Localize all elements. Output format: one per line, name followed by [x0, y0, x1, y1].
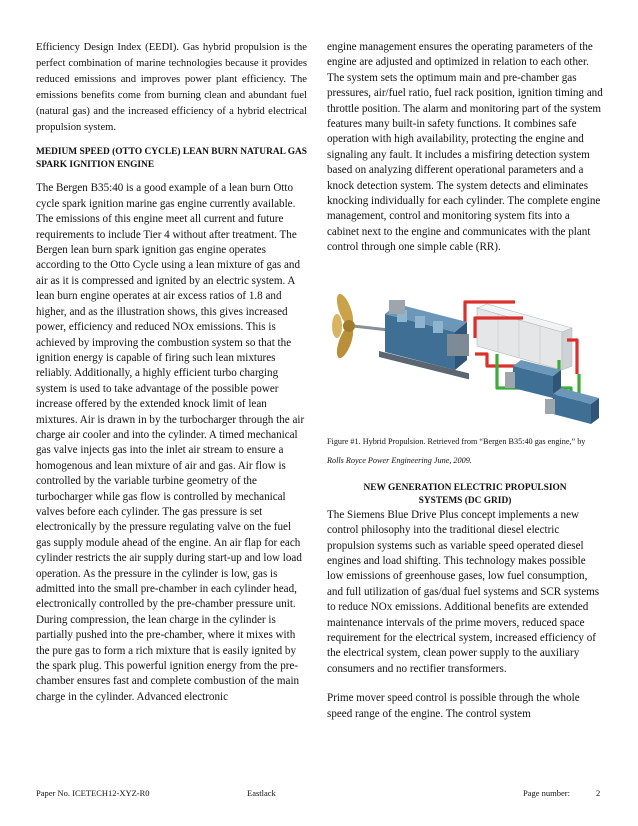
figure-caption: [327, 432, 603, 470]
right-column: [327, 40, 603, 722]
section-heading-dc-grid: [327, 482, 603, 508]
footer-page-label: Page number:: [523, 788, 570, 798]
paragraph-blue-drive: The Siemens Blue Drive Plus concept implements a new control philosophy into the traditional diesel electric propulsion systems such as variable speed operated diesel engines and load shifting. This technology makes possible low emissions of greenhouse gases, low fuel consumption, and full utilization of gas/dual fuel systems and SCR systems to reduce NOx emissions. Additional benefits are extended maintenance intervals of the prime movers, reduced space requirement for the electrical system, increased efficiency of the electrical system, clean power supply to the auxiliary consumers and no rectifier transformers.: [327, 508, 600, 675]
section-heading-lean-burn: MEDIUM SPEED (OTTO CYCLE) LEAN BURN NATURAL GAS SPARK IGNITION ENGINE: [36, 147, 307, 171]
paragraph-speed-control: Prime mover speed control is possible through the whole speed range of the engine. The control system: [327, 692, 580, 720]
footer-author: Eastlack: [247, 788, 276, 798]
page-footer: [36, 788, 604, 802]
section-heading-line-1: NEW GENERATION ELECTRIC PROPULSION: [363, 482, 567, 493]
hybrid-propulsion-illustration: [327, 270, 603, 430]
left-column: [36, 40, 307, 705]
footer-paper-number: Paper No. ICETECH12-XYZ-R0: [36, 788, 150, 798]
body-paragraph-bergen: The Bergen B35:40 is a good example of a lean burn Otto cycle spark ignition marine gas engine currently available. The emissions of this engine meet all current and future requirements to include Tier 4 without after treatment. The Bergen lean burn spark ignition gas engine operates according to the Otto Cycle using a lean mixture of gas and air as it is compressed and ignited by an electric system. A lean burn engine operates at air excess ratios of 1.8 and higher, and as the illustration shows, this gives increased power, efficiency and reduced NOx emissions. This is achieved by improving the combustion system so that the ignition energy is capable of firing such lean mixtures reliably. Additionally, a highly efficient turbo charging system is used to take advantage of the possible power increase offered by the extended knock limit of lean mixtures. Air is drawn in by the turbocharger through the air charge air cooler and into the cylinder. A timed mechanical gas valve injects gas into the inlet air stream to ensure a homogenous and lean mixture of air and gas. Air flow is controlled by the variable turbine geometry of the turbocharger while gas flow is controlled by mechanical valves before each cylinder. The gas pressure is set electronically by the pressure regulating valve on the fuel gas supply module ahead of the engine. An air flap for each cylinder restricts the air supply during start-up and low load operation. As the pressure in the cylinder is low, gas is admitted into the small pre-chamber in each cylinder head, electronically controlled by the pre-chamber pressure unit. During compression, the lean charge in the cylinder is partially pushed into the pre-chamber, where it mixes with the pure gas to form a rich mixture that is easily ignited by the spark plug. This powerful ignition energy from the pre-chamber ensures fast and complete combustion of the main charge in the cylinder. Advanced electronic: [36, 182, 305, 703]
main-gas-engine: [379, 300, 469, 379]
figure-caption-line-2: Rolls Royce Power Engineering June, 2009.: [327, 455, 472, 465]
footer-page-number: 2: [596, 788, 601, 798]
figure-caption-line-1: Figure #1. Hybrid Propulsion. Retrieved from “Bergen B35:40 gas engine,” by: [327, 436, 586, 446]
hybrid-propulsion-figure: [327, 270, 603, 430]
continuation-paragraph: engine management ensures the operating parameters of the engine are adjusted and optimized in relation to each other. The system sets the optimum main and pre-chamber gas pressures, air/fuel ratio, fuel rack position, ignition timing and throttle position. The alarm and monitoring part of the system features many built-in safety functions. It combines safe operation with high availability, protecting the engine and signaling any fault. It includes a misfiring detection system based on analyzing different operational parameters and a knock detection system. The system detects and eliminates knocking individually for each cylinder. The complete engine management, control and monitoring system fits into a cabinet next to the engine and communicates with the plant control through one simple cable (RR).: [327, 41, 603, 254]
intro-paragraph: Efficiency Design Index (EEDI). Gas hybrid propulsion is the perfect combination of marine technologies because it provides reduced emissions and improves power plant efficiency. The emissions benefits come from burning clean and abundant fuel (natural gas) and the increased efficiency of a hybrid electrical propulsion system.: [36, 42, 307, 133]
section-heading-line-2: SYSTEMS (DC GRID): [418, 495, 512, 506]
propeller: [332, 292, 389, 360]
